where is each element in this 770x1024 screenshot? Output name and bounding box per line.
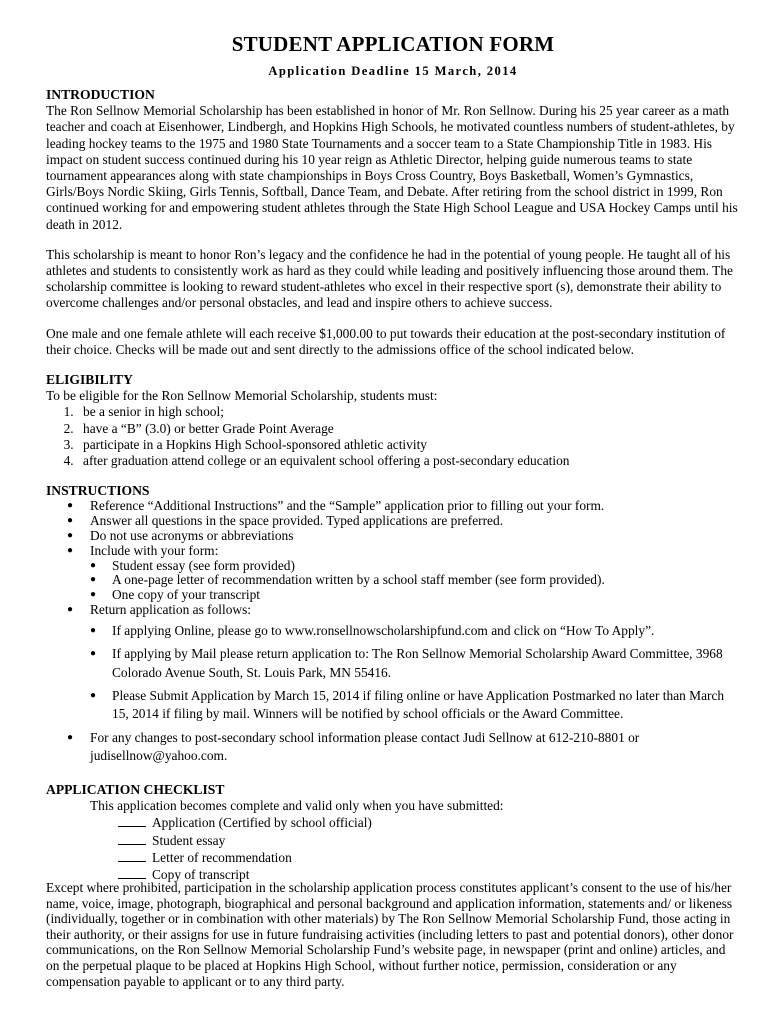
instruction-item: ● Reference “Additional Instructions” and the “Sample” application prior to filling out your form. [74,499,740,514]
checklist-intro: This application becomes complete and valid only when you have submitted: [90,797,504,813]
include-list [90,559,740,603]
page-title: STUDENT APPLICATION FORM [231,32,555,56]
consent-paragraph: Except where prohibited, participation in the scholarship application process constitutes applicant’s consent to the use of his/her name, voice, image, photograph, biographical and personal background and application information, statements and/ or likeness (individually, together or in combination with other materials) by The Ron Sellnow Memorial Scholarship Fund, those acting in their authority, or their assigns for use in future fundraising activities (including letters to past and potential donors), other donor communications, on the Ron Sellnow Memorial Scholarship Fund’s website page, in newspaper (print and online) articles, and on the perpetual plaque to be placed at Hopkins High School, without further notice, permission, consideration or any compensation payable to applicant or to any third party. [46,880,734,989]
eligibility-item: 3. participate in a Hopkins High School-sponsored athletic activity [77,437,740,453]
eligibility-heading: ELIGIBILITY [46,372,133,388]
return-item-online: ● If applying Online, please go to www.ronsellnowscholarshipfund.com and click on “How To Apply”. [112,622,740,640]
instruction-item-contact: ● For any changes to post-secondary school information please contact Judi Sellnow at 612-210-8801 or judisellnow@yahoo.com. [74,729,740,766]
instructions-list [46,499,740,765]
intro-paragraph-3: One male and one female athlete will each receive $1,000.00 to put towards their education at the post-secondary institution of their choice. Checks will be made out and sent directly to the admissions office of the school indicated below. [46,325,726,357]
eligibility-item: 4. after graduation attend college or an equivalent school offering a post-secondary education [77,453,740,469]
include-item: ● Student essay (see form provided) [112,559,740,574]
eligibility-list [46,404,740,469]
instructions-heading: INSTRUCTIONS [46,483,150,499]
deadline-subtitle: Application Deadline 15 March, 2014 [268,64,518,78]
checkbox-blank[interactable] [118,815,146,827]
eligibility-item: 1. be a senior in high school; [77,404,740,420]
instruction-item-include [74,544,740,603]
checklist-item-label: Student essay [152,832,226,848]
return-list [90,622,740,724]
intro-paragraph-2: This scholarship is meant to honor Ron’s legacy and the confidence he had in the potential of young people. He taught all of his athletes and students to consistently work as hard as they could while leading and positively influencing those around them. The scholarship committee is looking to reward student-athletes who excel in their respective sport (s), demonstrate their ability to overcome challenges and/or personal obstacles, and lead and inspire others to achieve success. [46,246,733,311]
intro-paragraph-1: The Ron Sellnow Memorial Scholarship has been established in honor of Mr. Ron Sellnow. During his 25 year career as a math teacher and coach at Eisenhower, Lindbergh, and Hopkins High Schools, he motivated countless numbers of student-athletes, by leading hockey teams to the 1975 and 1980 State Tournaments and a soccer team to a State Championship Title in 1983. His impact on student success continued during his 10 year reign as Athletic Director, helping guide numerous teams to state tournament appearances along with state championships in Boys Cross Country, Boys Basketball, Women’s Gymnastics, Girls/Boys Nordic Skiing, Girls Tennis, Softball, Dance Team, and Debate. After retiring from the school district in 1999, Ron continued working for and empowering student athletes through the State High School League and USA Hockey Camps until his death in 2012. [46,103,738,232]
checkbox-blank[interactable] [118,867,146,879]
instruction-item: ● Answer all questions in the space provided. Typed applications are preferred. [74,514,740,529]
include-label: Include with your form: [90,542,219,558]
include-item: ● One copy of your transcript [112,588,740,603]
introduction-heading: INTRODUCTION [46,87,155,102]
include-item: ● A one-page letter of recommendation written by a school staff member (see form provided). [112,573,740,588]
return-label: Return application as follows: [90,602,252,618]
checklist-item-label: Letter of recommendation [152,849,292,865]
checkbox-blank[interactable] [118,833,146,845]
checklist-heading: APPLICATION CHECKLIST [46,781,225,797]
checkbox-blank[interactable] [118,850,146,862]
checklist-list [46,814,740,883]
checklist-item [118,814,740,831]
checklist-item-label: Copy of transcript [152,866,250,882]
eligibility-intro: To be eligible for the Ron Sellnow Memorial Scholarship, students must: [46,388,438,404]
instruction-item-return [74,603,740,724]
instruction-item: ● Do not use acronyms or abbreviations [74,529,740,544]
return-item-mail: ● If applying by Mail please return application to: The Ron Sellnow Memorial Scholarship Award Committee, 3968 Colorado Avenue South, St. Louis Park, MN 55416. [112,645,740,682]
checklist-item-label: Application (Certified by school official) [152,815,372,831]
eligibility-item: 2. have a “B” (3.0) or better Grade Point Average [77,421,740,437]
return-item-deadline: ● Please Submit Application by March 15, 2014 if filing online or have Application Postmarked no later than March 15, 2014 if filing by mail. Winners will be notified by school officials or the Award Committee. [112,687,740,724]
checklist-item [118,832,740,849]
checklist-item [118,849,740,866]
